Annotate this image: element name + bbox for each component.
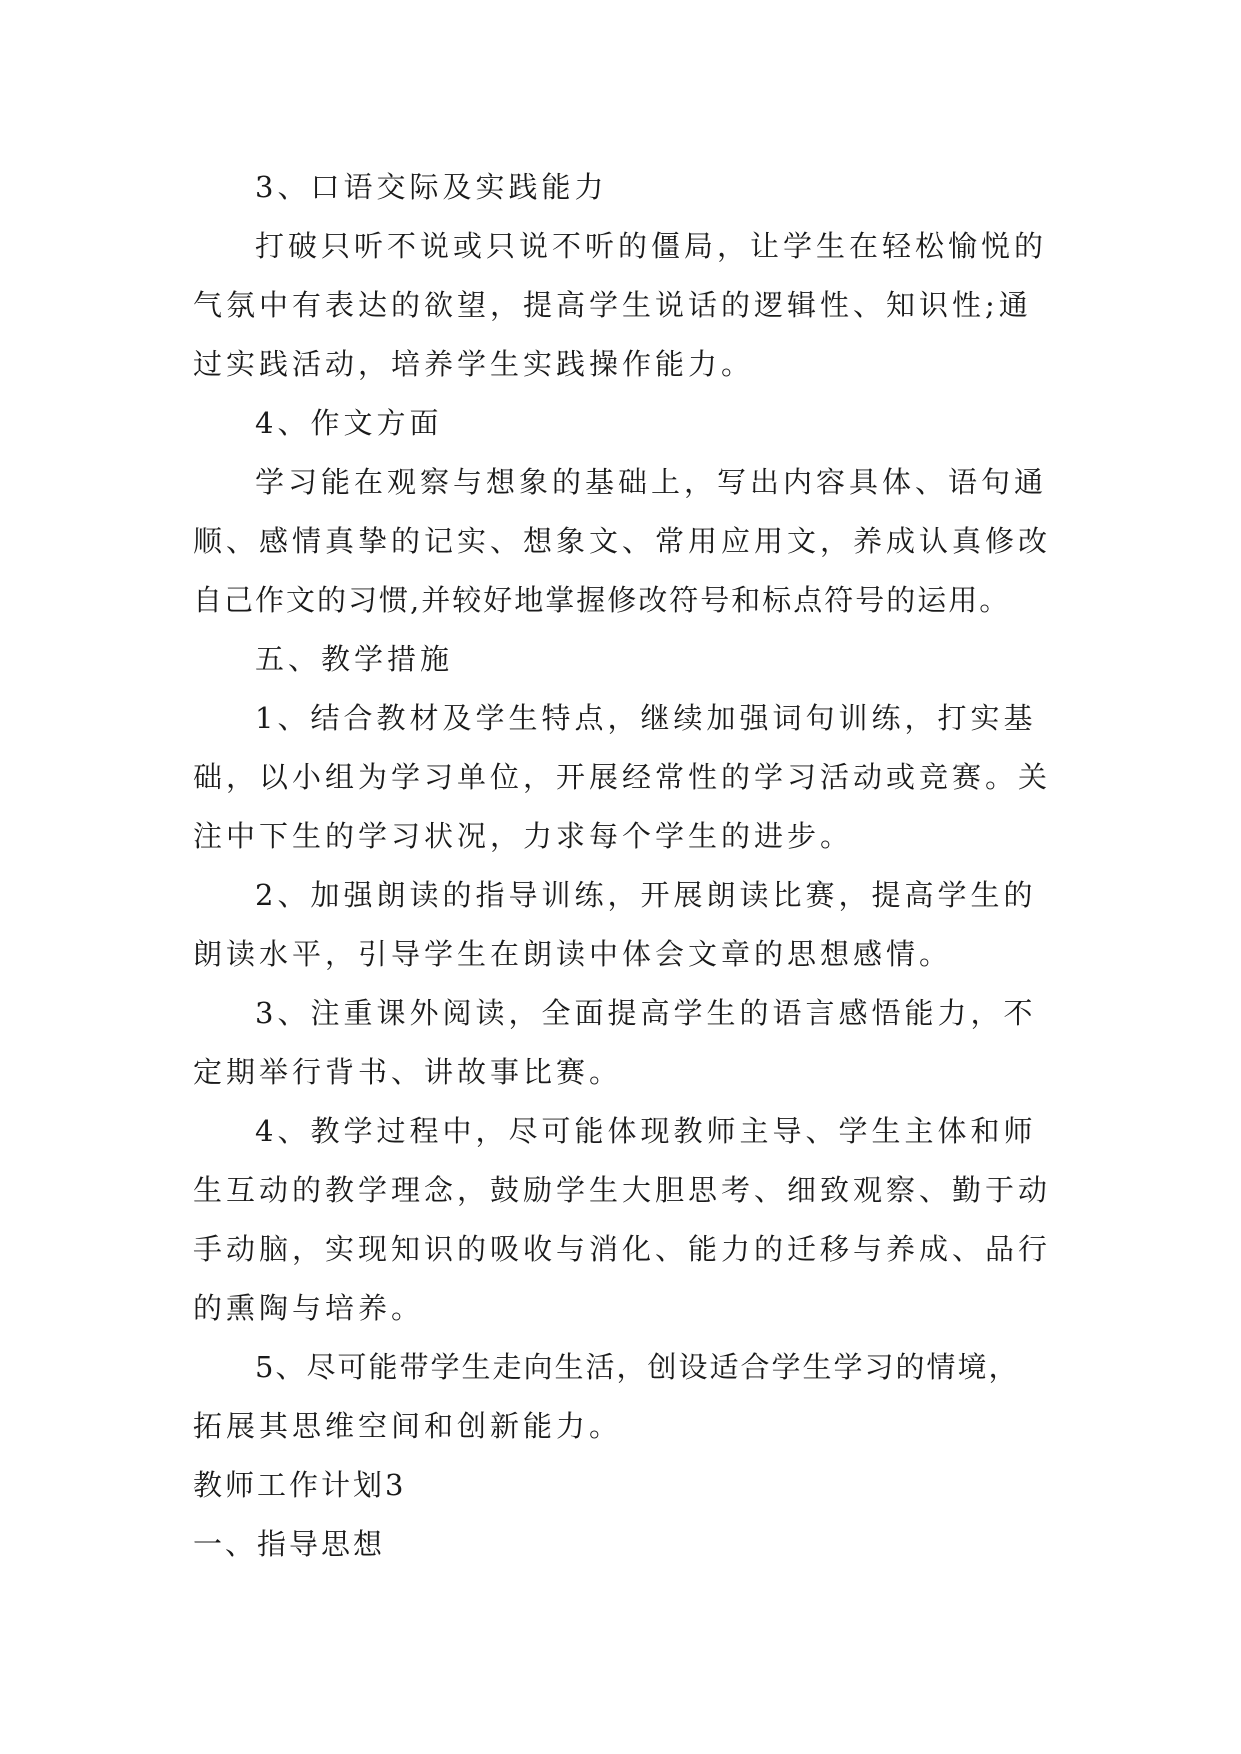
paragraph-line: 2、加强朗读的指导训练，开展朗读比赛，提高学生的	[255, 878, 1037, 912]
paragraph-line: 朗读水平，引导学生在朗读中体会文章的思想感情。	[193, 937, 953, 971]
paragraph-line: 顺、感情真挚的记实、想象文、常用应用文，养成认真修改	[193, 524, 1052, 558]
paragraph-line: 气氛中有表达的欲望，提高学生说话的逻辑性、知识性;通	[193, 288, 1032, 322]
paragraph-line: 的熏陶与培养。	[193, 1291, 425, 1325]
paragraph-line: 过实践活动，培养学生实践操作能力。	[193, 347, 755, 381]
paragraph-line: 础，以小组为学习单位，开展经常性的学习活动或竞赛。关	[193, 760, 1052, 794]
paragraph-line: 生互动的教学理念，鼓励学生大胆思考、细致观察、勤于动	[193, 1173, 1052, 1207]
document-body	[193, 158, 1053, 1574]
paragraph-line: 5、尽可能带学生走向生活，创设适合学生学习的情境，	[255, 1350, 1020, 1384]
paragraph-line: 4、教学过程中，尽可能体现教师主导、学生主体和师	[255, 1114, 1037, 1148]
paragraph-line: 定期举行背书、讲故事比赛。	[193, 1055, 623, 1089]
subheading-oral-communication: 3、口语交际及实践能力	[255, 170, 608, 204]
section-heading-guiding-ideology: 一、指导思想	[193, 1527, 386, 1561]
paragraph-line: 3、注重课外阅读，全面提高学生的语言感悟能力，不	[255, 996, 1037, 1030]
paragraph-line: 自己作文的习惯,并较好地掌握修改符号和标点符号的运用。	[193, 583, 1011, 617]
paragraph-line: 注中下生的学习状况，力求每个学生的进步。	[193, 819, 854, 853]
paragraph-line: 手动脑，实现知识的吸收与消化、能力的迁移与养成、品行	[193, 1232, 1052, 1266]
paragraph-line: 学习能在观察与想象的基础上，写出内容具体、语句通	[255, 465, 1048, 499]
paragraph-line: 拓展其思维空间和创新能力。	[193, 1409, 623, 1443]
document-section-title: 教师工作计划3	[193, 1468, 407, 1502]
section-heading-teaching-measures: 五、教学措施	[255, 642, 454, 676]
paragraph-line: 1、结合教材及学生特点，继续加强词句训练，打实基	[255, 701, 1037, 735]
paragraph-line: 打破只听不说或只说不听的僵局，让学生在轻松愉悦的	[255, 229, 1048, 263]
subheading-writing: 4、作文方面	[255, 406, 443, 440]
